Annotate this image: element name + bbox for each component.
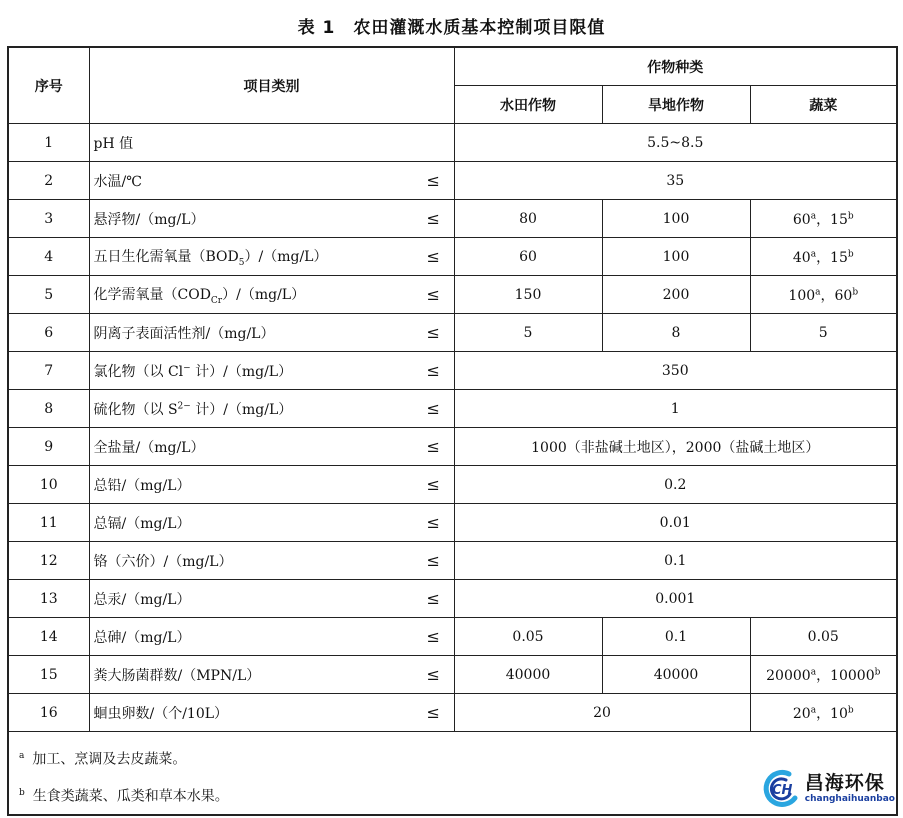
value-veg: 60$^a$，15$^b$ [750,200,897,238]
row-number: 3 [8,200,89,238]
table-row [8,200,897,238]
water-quality-table [7,46,898,816]
row-number: 16 [8,694,89,732]
le-symbol: ≤ [413,656,454,694]
brand-logo [759,768,895,808]
value-paddy: 40000 [454,656,602,694]
row-number: 9 [8,428,89,466]
row-item-name: 蛔虫卵数/（个/10L） [89,694,413,732]
note-b-text: 生食类蔬菜、瓜类和草本水果。 [32,788,229,805]
value-veg: 100$^a$，60$^b$ [750,276,897,314]
le-symbol: ≤ [413,504,454,542]
table-title: 表 1 农田灌溉水质基本控制项目限值 [297,18,606,38]
value-veg: 20000$^a$，10000$^b$ [750,656,897,694]
row-item-name: 总铅/（mg/L） [89,466,413,504]
logo-mark-text: CH [771,783,793,798]
logo-text [805,772,895,805]
note-ref-a: a [815,286,821,297]
note-ref-a: a [810,666,817,677]
header-paddy: 水田作物 [454,86,602,124]
table-row [8,390,897,428]
value-paddy: 150 [454,276,602,314]
value-dry: 200 [602,276,750,314]
row-item-name: 氯化物（以 Cl− 计）/（mg/L） [89,352,413,390]
value-veg: 40$^a$，15$^b$ [750,238,897,276]
le-symbol: ≤ [413,314,454,352]
le-symbol: ≤ [413,542,454,580]
table-body [8,124,897,732]
header-seq: 序号 [8,47,89,124]
le-symbol: ≤ [413,352,454,390]
logo-sub: changhaihuanbao [804,793,895,804]
row-number: 10 [8,466,89,504]
row-number: 2 [8,162,89,200]
table-row [8,542,897,580]
value-veg: 20$^a$，10$^b$ [750,694,897,732]
row-item-name: 总砷/（mg/L） [89,618,413,656]
row-number: 13 [8,580,89,618]
value-paddy-dry: 20 [454,694,750,732]
row-item-name: 铬（六价）/（mg/L） [89,542,413,580]
value-all-crops: 0.1 [454,542,897,580]
table-row [8,238,897,276]
table-row [8,466,897,504]
le-symbol: ≤ [413,238,454,276]
name-subscript: 5 [238,257,245,268]
value-all-crops: 350 [454,352,897,390]
note-b-mark: b [19,788,25,798]
row-item-name: 五日生化需氧量$(BOD_5)/(mg/L)$ [89,238,413,276]
value-dry: 100 [602,238,750,276]
row-item-name: 全盐量/（mg/L） [89,428,413,466]
value-dry: 100 [602,200,750,238]
note-a-mark: a [19,751,25,761]
note-ref-b: b [847,248,854,259]
row-number: 12 [8,542,89,580]
le-symbol: ≤ [413,466,454,504]
table-row [8,694,897,732]
row-number: 8 [8,390,89,428]
value-all-crops: 0.001 [454,580,897,618]
header-item: 项目类别 [89,47,454,124]
le-symbol: ≤ [413,580,454,618]
le-symbol: ≤ [413,694,454,732]
name-superscript: 2− [177,400,191,411]
name-superscript: − [183,362,191,373]
table-row [8,352,897,390]
value-all-crops: 1000（非盐碱土地区），2000（盐碱土地区） [454,428,897,466]
le-symbol: ≤ [413,162,454,200]
table-row [8,618,897,656]
row-item-name: 水温/℃ [89,162,413,200]
table-row [8,162,897,200]
le-symbol: ≤ [413,618,454,656]
le-symbol [413,124,454,162]
note-ref-a: a [810,248,817,259]
note-ref-b: b [847,704,854,715]
logo-name: 昌海环保 [804,771,885,794]
row-number: 1 [8,124,89,162]
row-item-name: 粪大肠菌群数/（MPN/L） [89,656,413,694]
le-symbol: ≤ [413,276,454,314]
table-row [8,504,897,542]
header-veg: 蔬菜 [750,86,897,124]
header-dry: 旱地作物 [602,86,750,124]
le-symbol: ≤ [413,200,454,238]
note-ref-a: a [810,210,817,221]
row-number: 14 [8,618,89,656]
row-item-name: 总镉/（mg/L） [89,504,413,542]
row-number: 5 [8,276,89,314]
note-ref-b: b [847,210,854,221]
value-all-crops: 35 [454,162,897,200]
table-row [8,656,897,694]
row-item-name: 化学需氧量$(COD_{Cr})/(mg/L)$ [89,276,413,314]
note-a-text: 加工、烹调及去皮蔬菜。 [32,751,187,768]
table-row [8,428,897,466]
row-number: 4 [8,238,89,276]
row-item-name: 硫化物（以 $S^{2-}$ 计）/（mg/L） [89,390,413,428]
name-subscript: Cr [210,295,223,306]
header-crop: 作物种类 [454,47,897,86]
value-all-crops: 0.2 [454,466,897,504]
row-item-name: 悬浮物/（mg/L） [89,200,413,238]
row-number: 15 [8,656,89,694]
value-dry: 40000 [602,656,750,694]
le-symbol: ≤ [413,390,454,428]
value-all-crops: 1 [454,390,897,428]
table-row [8,580,897,618]
row-item-name: 总汞/（mg/L） [89,580,413,618]
value-all-crops: 0.01 [454,504,897,542]
row-number: 6 [8,314,89,352]
ch-logo-icon [759,768,803,808]
value-veg: 5 [750,314,897,352]
table-row [8,314,897,352]
value-veg: 0.05 [750,618,897,656]
value-paddy: 80 [454,200,602,238]
value-all-crops: 5.5~8.5 [454,124,897,162]
row-number: 11 [8,504,89,542]
row-number: 7 [8,352,89,390]
value-paddy: 60 [454,238,602,276]
note-ref-a: a [810,704,817,715]
table-row [8,276,897,314]
le-symbol: ≤ [413,428,454,466]
value-dry: 8 [602,314,750,352]
row-item-name: 阴离子表面活性剂/（mg/L） [89,314,413,352]
note-ref-b: b [874,666,881,677]
note-ref-b: b [852,286,859,297]
value-paddy: 5 [454,314,602,352]
value-dry: 0.1 [602,618,750,656]
row-item-name: pH 值 [89,124,413,162]
value-paddy: 0.05 [454,618,602,656]
table-row [8,124,897,162]
